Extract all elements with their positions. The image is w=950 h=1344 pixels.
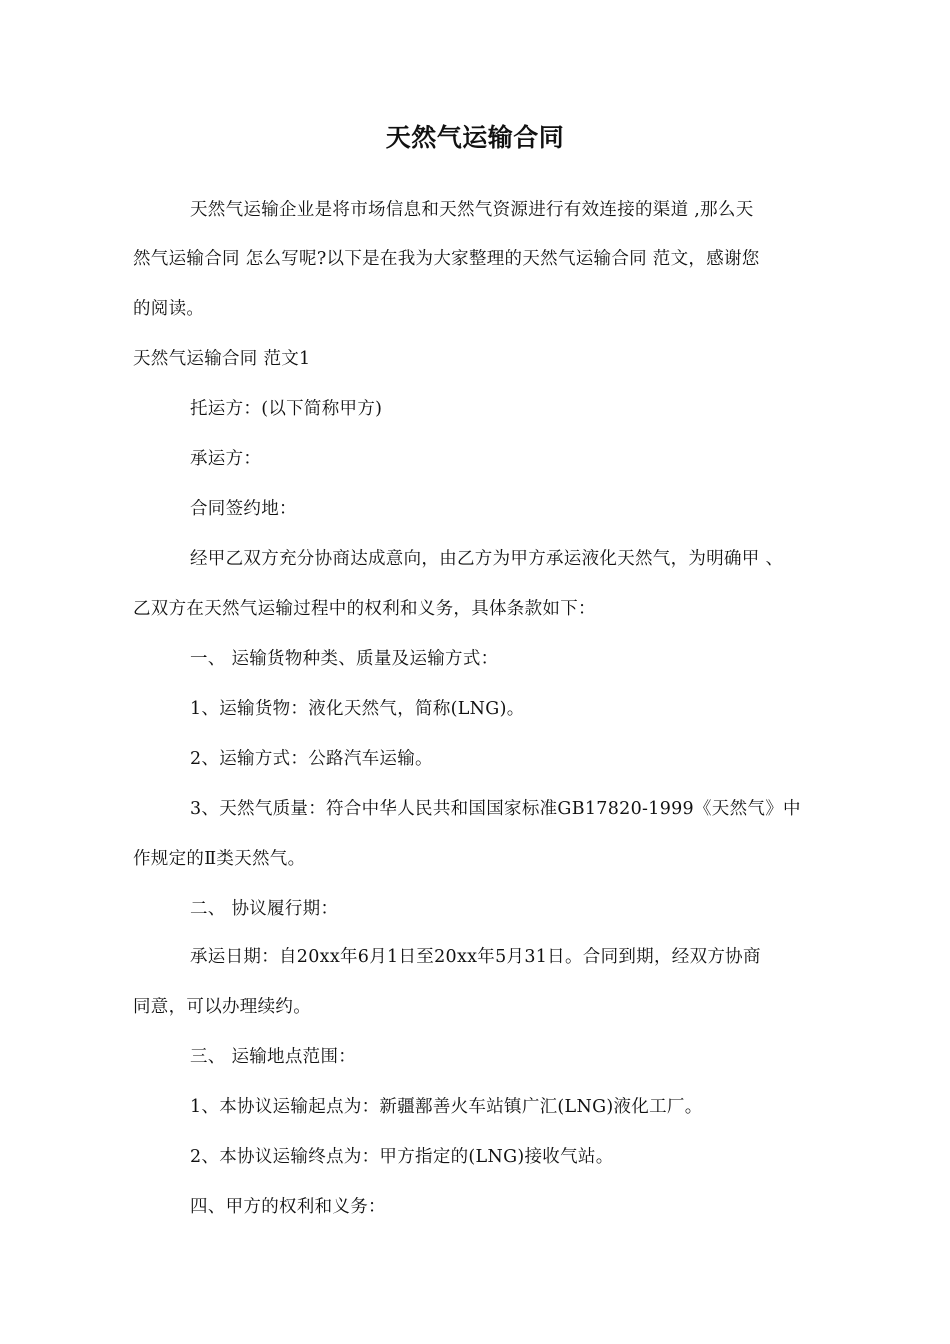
clause-3-item-1: 1、本协议运输起点为：新疆鄯善火车站镇广汇(LNG)液化工厂。 [190, 1097, 703, 1117]
clause-2-text-line-1: 承运日期：自20xx年6月1日至20xx年5月31日。合同到期，经双方协商 [190, 947, 761, 967]
clause-3-heading: 三、 运输地点范围： [190, 1047, 357, 1067]
preamble-line-1: 经甲乙双方充分协商达成意向，由乙方为甲方承运液化天然气，为明确甲 、 [190, 549, 784, 569]
signing-place-line: 合同签约地： [190, 499, 297, 519]
intro-line-3: 的阅读。 [133, 299, 205, 319]
clause-1-item-3-line-2: 作规定的Ⅱ类天然气。 [133, 849, 306, 869]
carrier-line: 承运方： [190, 449, 262, 469]
clause-1-item-3-line-1: 3、天然气质量：符合中华人民共和国国家标准GB17820-1999《天然气》中 [190, 799, 801, 819]
clause-4-heading: 四、甲方的权利和义务： [190, 1197, 386, 1217]
clause-1-heading: 一、 运输货物种类、质量及运输方式： [190, 649, 499, 669]
clause-1-item-2: 2、运输方式：公路汽车运输。 [190, 749, 433, 769]
clause-2-heading: 二、 协议履行期： [190, 899, 339, 919]
intro-line-2: 然气运输合同 怎么写呢?以下是在我为大家整理的天然气运输合同 范文，感谢您 [133, 249, 760, 269]
clause-1-item-1: 1、运输货物：液化天然气，简称(LNG)。 [190, 699, 525, 719]
intro-line-1: 天然气运输企业是将市场信息和天然气资源进行有效连接的渠道 ,那么天 [190, 200, 754, 220]
shipper-line: 托运方：(以下简称甲方) [190, 399, 383, 419]
document-title: 天然气运输合同 [385, 123, 565, 152]
clause-2-text-line-2: 同意，可以办理续约。 [133, 997, 311, 1017]
clause-3-item-2: 2、本协议运输终点为：甲方指定的(LNG)接收气站。 [190, 1147, 614, 1167]
preamble-line-2: 乙双方在天然气运输过程中的权利和义务，具体条款如下： [133, 599, 596, 619]
section-heading-sample-1: 天然气运输合同 范文1 [133, 349, 311, 369]
